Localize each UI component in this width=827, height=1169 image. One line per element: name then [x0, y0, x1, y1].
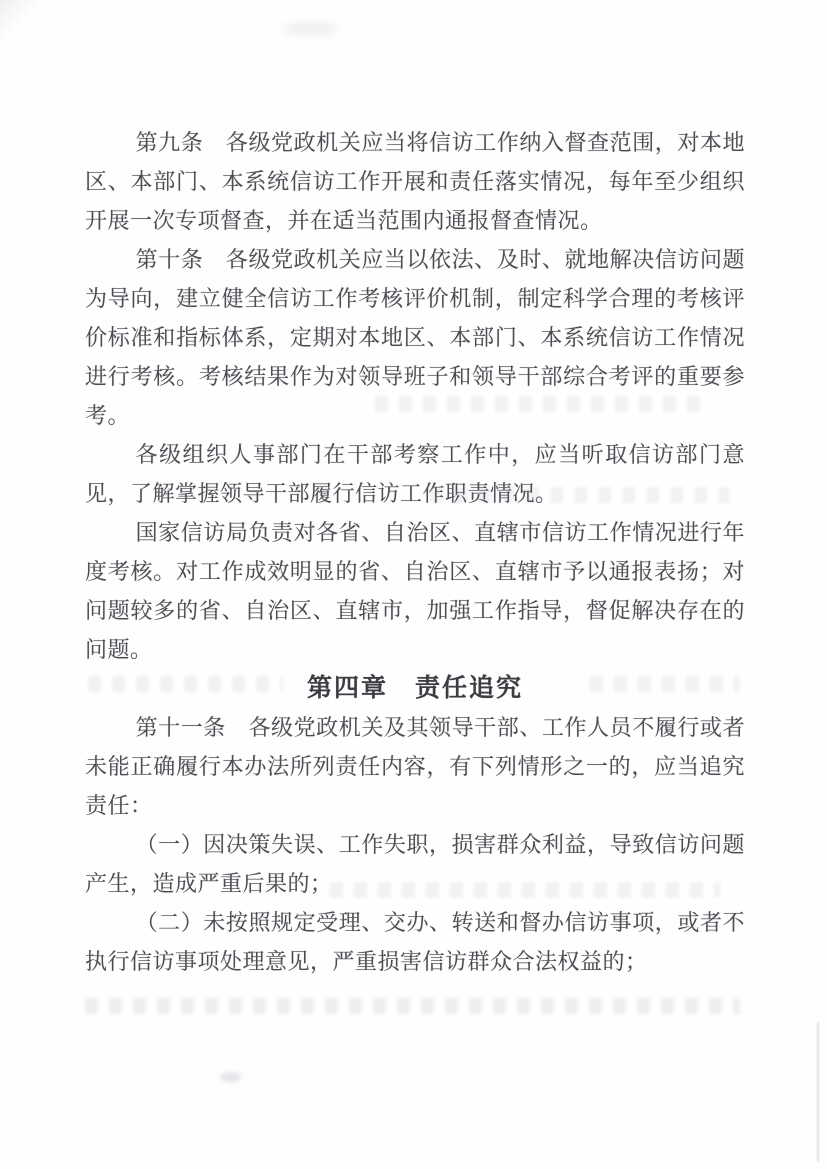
- document-text-column: [85, 123, 745, 981]
- scan-corner-smudge: [0, 0, 62, 46]
- body-paragraph-article-9: 第九条 各级党政机关应当将信访工作纳入督查范围，对本地区、本部门、本系统信访工作开展和责任落实情况，每年至少组织开展一次专项督查，并在适当范围内通报督查情况。: [85, 130, 745, 233]
- scan-smudge-dot: [220, 1072, 242, 1082]
- clause-item-1: （一）因决策失误、工作失职，损害群众利益，导致信访问题产生，造成严重后果的；: [85, 832, 745, 896]
- clause-item-2: （二）未按照规定受理、交办、转送和督办信访事项，或者不执行信访事项处理意见，严重损害信访群众合法权益的；: [85, 910, 745, 974]
- body-paragraph-article-11: 第十一条 各级党政机关及其领导干部、工作人员不履行或者未能正确履行本办法所列责任内容，有下列情形之一的，应当追究责任：: [85, 715, 745, 818]
- scan-edge-line: [817, 1022, 819, 1162]
- body-paragraph-personnel-depts: 各级组织人事部门在干部考察工作中，应当听取信访部门意见，了解掌握领导干部履行信访工作职责情况。: [85, 442, 745, 506]
- chapter-heading: 第四章 责任追究: [306, 675, 523, 702]
- body-paragraph-national-bureau: 国家信访局负责对各省、自治区、直辖市信访工作情况进行年度考核。对工作成效明显的省、自治区、直辖市予以通报表扬；对问题较多的省、自治区、直辖市，加强工作指导，督促解决存在的问题。: [85, 520, 745, 662]
- scan-top-smudge: [283, 22, 338, 36]
- bleedthrough-artifact: [85, 998, 740, 1014]
- body-paragraph-article-10: 第十条 各级党政机关应当以依法、及时、就地解决信访问题为导向，建立健全信访工作考核评价机制，制定科学合理的考核评价标准和指标体系，定期对本地区、本部门、本系统信访工作情况进行考核。考核结果作为对领导班子和领导干部综合考评的重要参考。: [85, 247, 745, 428]
